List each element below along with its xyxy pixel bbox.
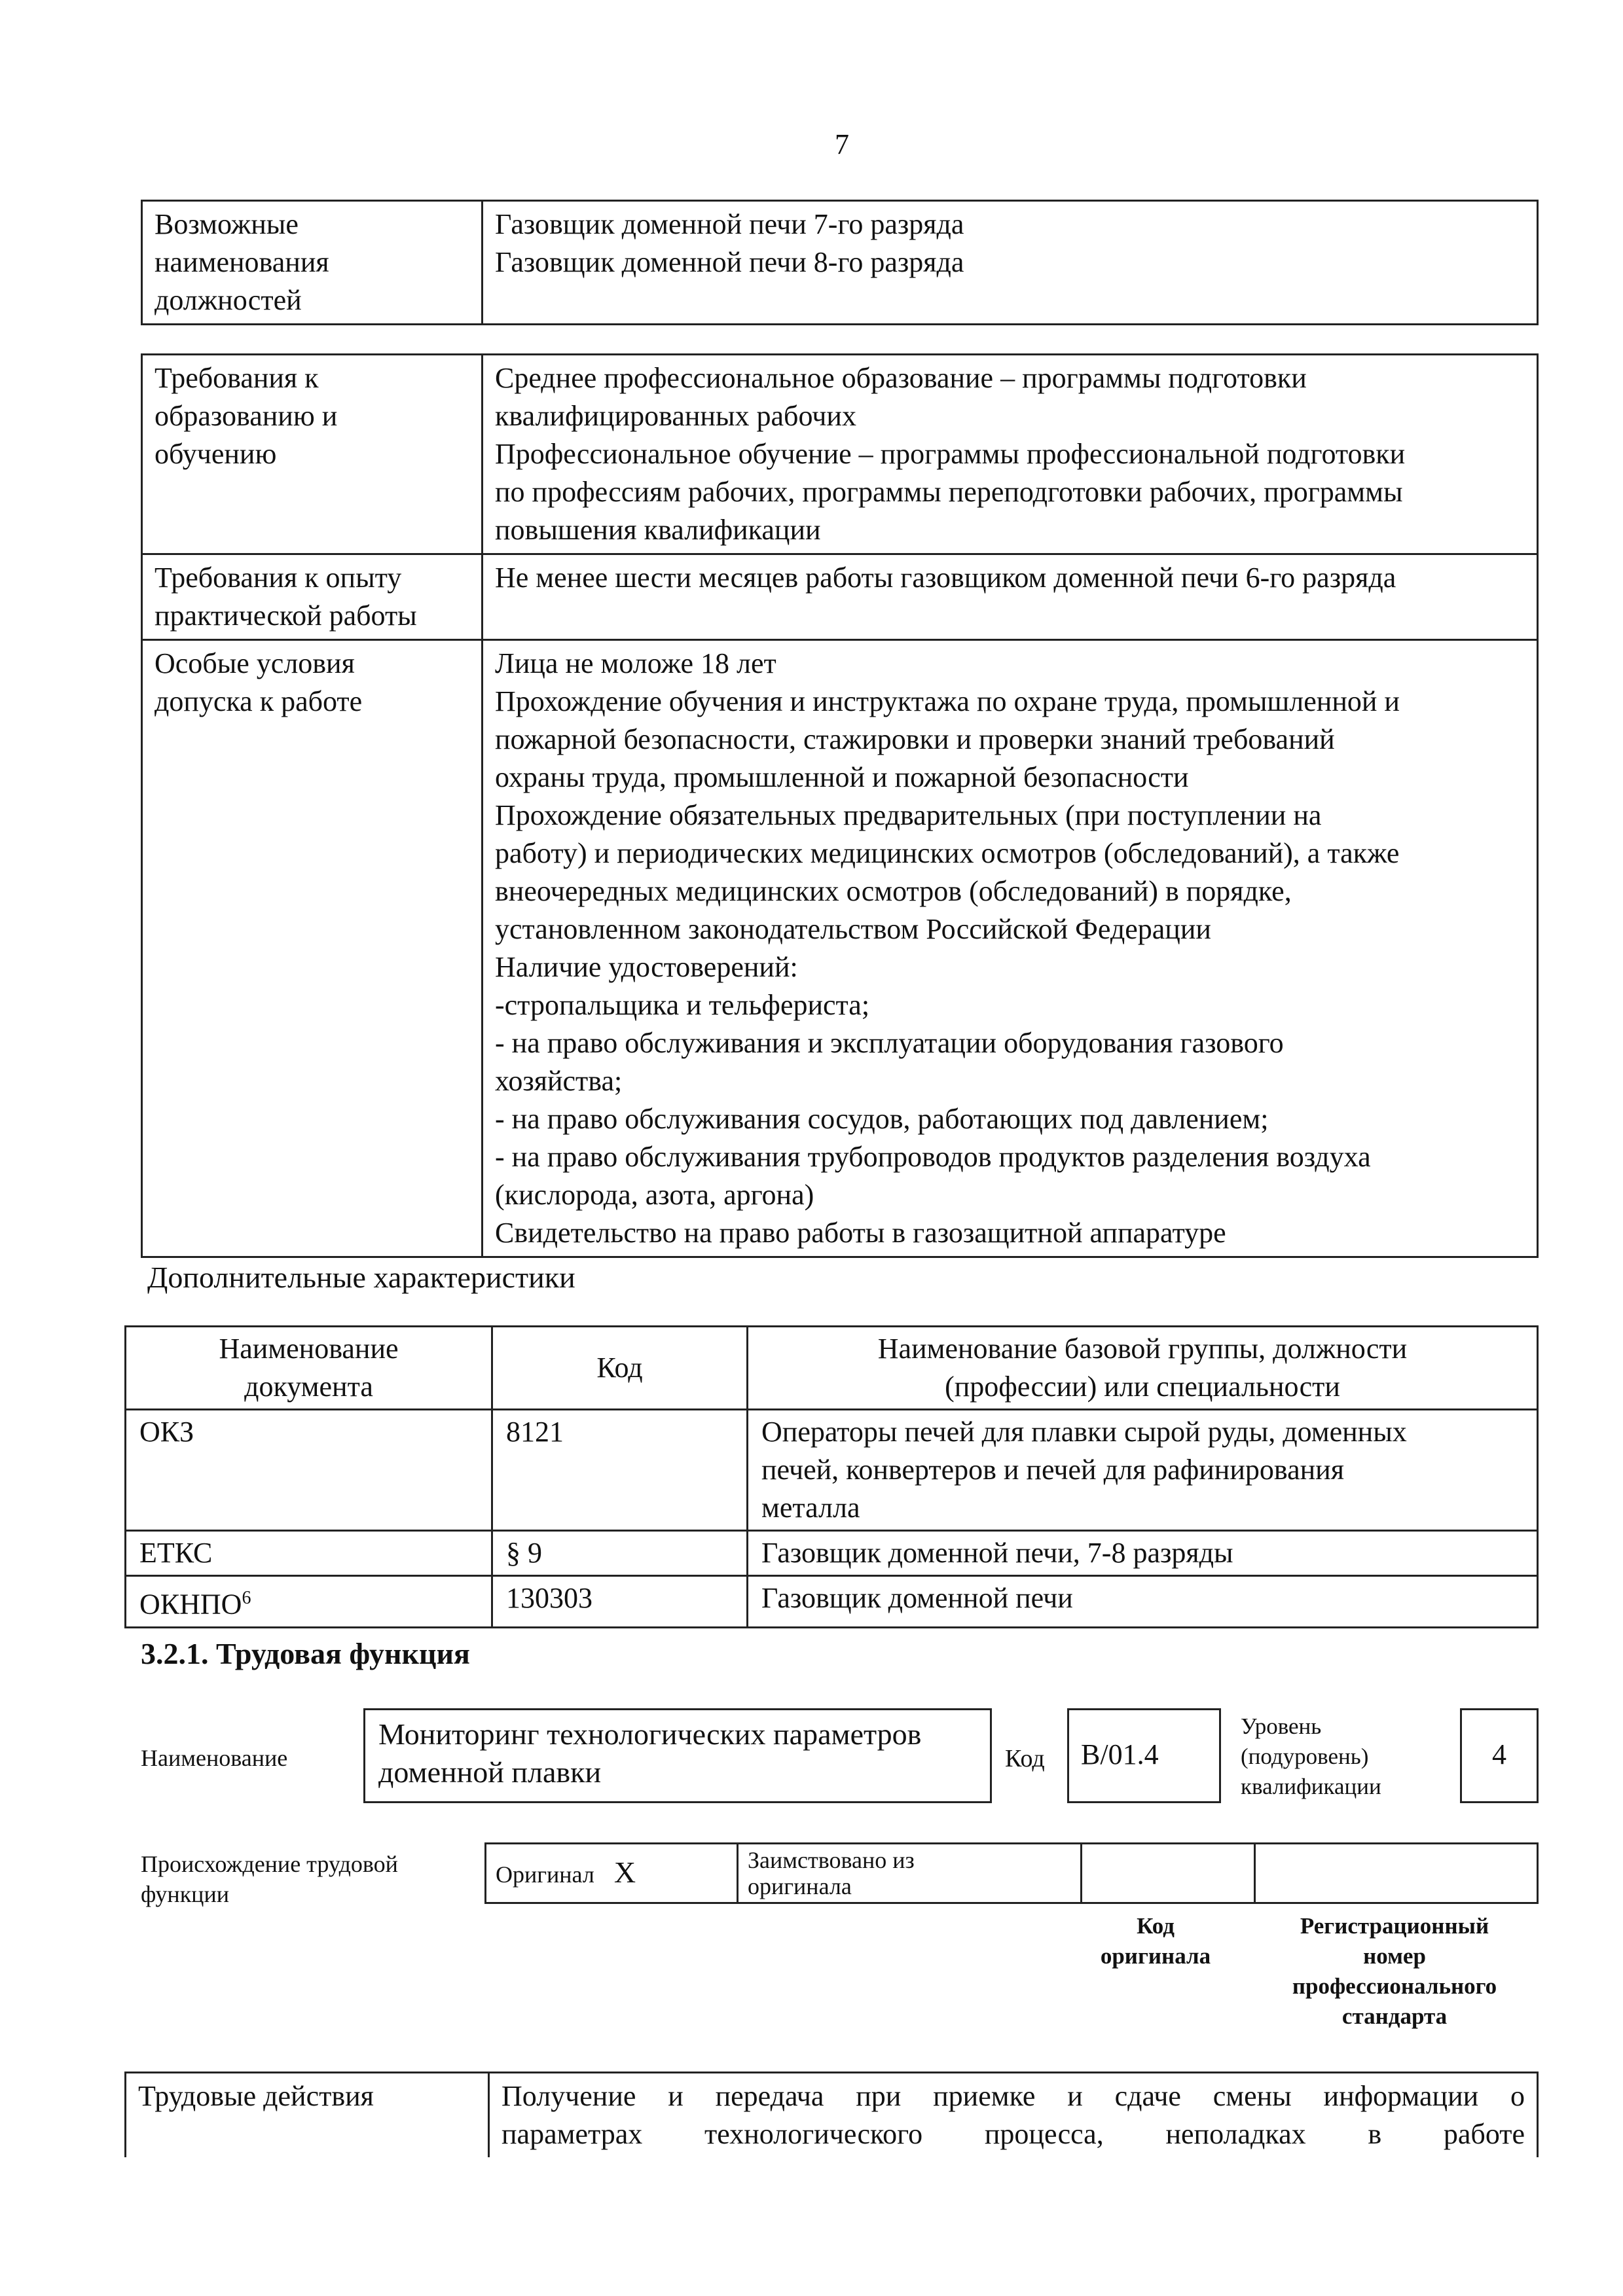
positions-label: Возможные наименования должностей [142, 201, 483, 325]
actions-text: Получение и передача при приемке и сдаче смены информации о параметрах технологического процесса, неполадках в работе [489, 2073, 1538, 2158]
row-doc: ОКНПО$^6$ [126, 1576, 492, 1628]
experience-label: Требования к опыту практической работы [142, 554, 483, 640]
row-doc: ЕТКС [126, 1531, 492, 1576]
footnote-mark: 6 [242, 1588, 251, 1608]
borrowed-cell: Заимствовано из оригинала [738, 1844, 1082, 1903]
experience-value: Не менее шести месяцев работы газовщиком доменной печи 6-го разряда [483, 554, 1538, 640]
special-label: Особые условия допуска к работе [142, 640, 483, 1257]
row-code: 8121 [492, 1410, 748, 1531]
header-code: Код [492, 1327, 748, 1410]
function-heading: 3.2.1. Трудовая функция [141, 1637, 470, 1670]
row-code: 130303 [492, 1576, 748, 1628]
reg-number-caption: Регистрационный номер профессионального стандарта [1292, 1913, 1497, 2029]
education-values: Среднее профессиональное образование – программы подготовки квалифицированных рабочих Профессиональное обучение – программы профессиональной подготовки по профессиям рабочих, программы переподготовки рабочих, программы повышения квалификации [483, 355, 1538, 554]
requirements-table [141, 353, 1539, 1258]
positions-values: Газовщик доменной печи 7-го разряда Газовщик доменной печи 8-го разряда [483, 201, 1538, 325]
row-name: Газовщик доменной печи, 7-8 разряды [748, 1531, 1538, 1576]
row-name: Газовщик доменной печи [748, 1576, 1538, 1628]
original-code-cell [1082, 1844, 1255, 1903]
row-code: § 9 [492, 1531, 748, 1576]
special-row [142, 640, 1538, 1257]
header-doc: Наименование документа [126, 1327, 492, 1410]
table-row [126, 1410, 1538, 1531]
special-values: Лица не моложе 18 лет Прохождение обучения и инструктажа по охране труда, промышленной и пожарной безопасности, стажировки и проверки знаний требований охраны труда, промышленной и пожарной безопасности Прохождение обязательных предварительных (при поступлении на работу) и периодических медицинских осмотров (обследований), а также внеочередных медицинских осмотров (обследований) в порядке, установленном законодательством Российской Федерации Наличие удостоверений: -стропальщика и тельфериста; - на право обслуживания и эксплуатации оборудования газового хозяйства; - на право обслуживания сосудов, работающих под давлением; - на право обслуживания трубопроводов продуктов разделения воздуха (кислорода, азота, аргона) Свидетельство на право работы в газозащитной аппаратуре [483, 640, 1538, 1257]
additional-table [124, 1325, 1539, 1628]
page-number: 7 [835, 128, 849, 160]
origin-label: Происхождение трудовой функции [141, 1851, 398, 1907]
reg-number-cell [1255, 1844, 1538, 1903]
header-group: Наименование базовой группы, должности (профессии) или специальности [748, 1327, 1538, 1410]
additional-title: Дополнительные характеристики [147, 1261, 575, 1294]
experience-row [142, 554, 1538, 640]
code-value-box: В/01.4 [1067, 1708, 1221, 1803]
table-row [126, 1576, 1538, 1628]
education-label: Требования к образованию и обучению [142, 355, 483, 554]
origin-row [486, 1844, 1538, 1903]
level-value-box: 4 [1460, 1708, 1539, 1803]
actions-label: Трудовые действия [126, 2073, 489, 2158]
original-cell: Оригинал X [486, 1844, 738, 1903]
education-row [142, 355, 1538, 554]
code-original-caption: Код оригинала [1100, 1913, 1211, 1969]
level-label: Уровень (подуровень) квалификации [1241, 1713, 1381, 1799]
positions-row [142, 201, 1538, 325]
actions-table [124, 2072, 1539, 2157]
row-doc: ОКЗ [126, 1410, 492, 1531]
actions-row [126, 2073, 1538, 2158]
table-row [126, 1531, 1538, 1576]
additional-header-row [126, 1327, 1538, 1410]
name-label: Наименование [141, 1745, 288, 1771]
original-mark: X [613, 1855, 636, 1889]
positions-table [141, 200, 1539, 325]
origin-table [484, 1842, 1539, 1904]
function-name-box: Мониторинг технологических параметров доменной плавки [363, 1708, 992, 1803]
row-name: Операторы печей для плавки сырой руды, доменных печей, конвертеров и печей для рафинирования металла [748, 1410, 1538, 1531]
code-label: Код [1005, 1745, 1045, 1772]
